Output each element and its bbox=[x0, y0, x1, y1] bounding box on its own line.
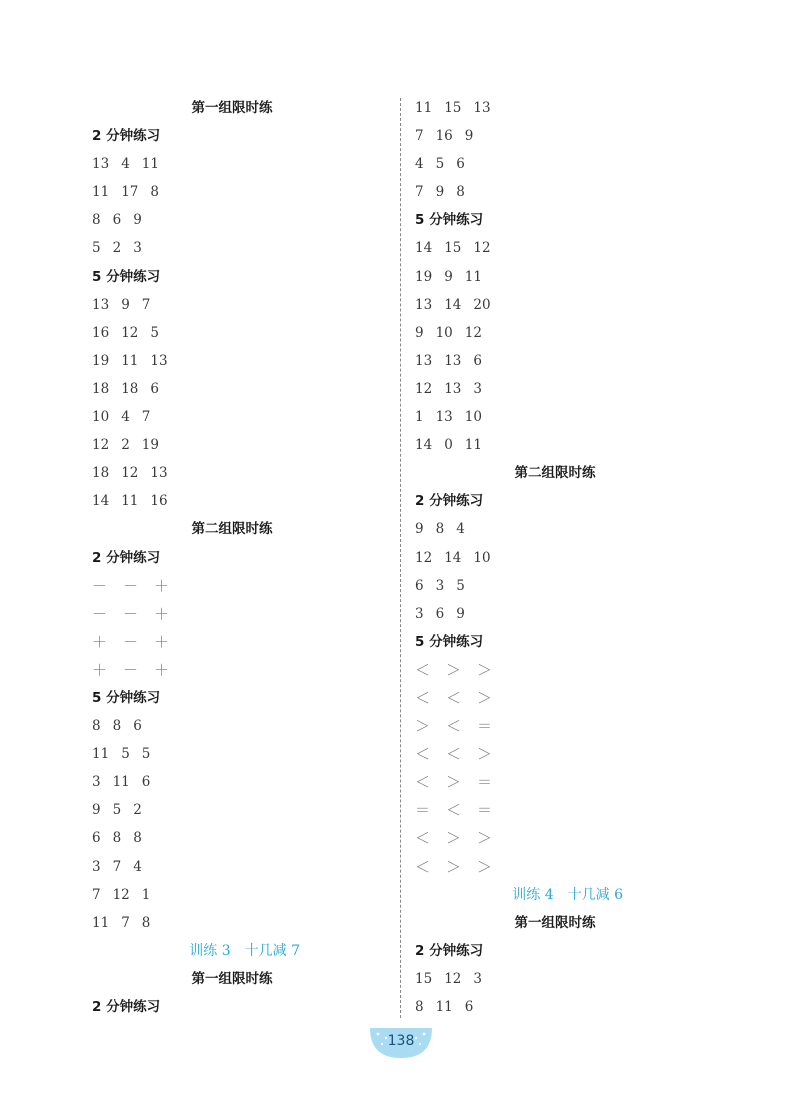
answer-row bbox=[415, 263, 705, 291]
section-title: 十几减 6 bbox=[567, 886, 623, 903]
answer-value: ＜ bbox=[415, 857, 431, 876]
answer-value: ＞ bbox=[446, 857, 462, 876]
answer-value: 5 bbox=[121, 746, 130, 763]
answer-row bbox=[415, 347, 705, 375]
answer-value: 19 bbox=[415, 268, 433, 285]
answer-value: 12 bbox=[121, 465, 139, 482]
answer-value: － bbox=[123, 604, 139, 623]
symbol-answer-row bbox=[415, 796, 705, 824]
answer-value: 12 bbox=[415, 380, 433, 397]
answer-value: ＞ bbox=[415, 717, 431, 736]
answer-row bbox=[92, 909, 382, 937]
answer-value: ＜ bbox=[446, 717, 462, 736]
answer-value: 11 bbox=[121, 493, 139, 510]
answer-value: ＞ bbox=[477, 745, 493, 764]
answer-row bbox=[92, 853, 382, 881]
answer-value: 6 bbox=[150, 380, 159, 397]
answer-value: 11 bbox=[92, 184, 110, 201]
answer-value: 5 bbox=[112, 802, 122, 819]
answer-value: ＝ bbox=[477, 773, 493, 792]
answer-value: 8 bbox=[133, 830, 142, 847]
answer-value: 17 bbox=[121, 184, 139, 201]
answer-value: 3 bbox=[92, 774, 101, 791]
answer-row bbox=[415, 94, 705, 122]
answer-value: 14 bbox=[415, 240, 433, 257]
answer-value: ＜ bbox=[415, 688, 431, 707]
answer-row bbox=[92, 768, 382, 796]
answer-value: ＞ bbox=[477, 660, 493, 679]
answer-value: 5 bbox=[456, 577, 465, 594]
answer-value: 10 bbox=[464, 409, 482, 426]
answer-value: 12 bbox=[415, 549, 433, 566]
answer-row bbox=[92, 712, 382, 740]
answer-value: 11 bbox=[464, 268, 482, 285]
practice-subheading: 5 分钟练习 bbox=[415, 212, 484, 229]
answer-value: 3 bbox=[92, 858, 101, 875]
answer-value: 9 bbox=[456, 605, 465, 622]
answer-row bbox=[92, 881, 382, 909]
answer-value: ＞ bbox=[477, 857, 493, 876]
training-section-title bbox=[92, 937, 382, 965]
answer-value: － bbox=[92, 576, 108, 595]
answer-value: 7 bbox=[415, 184, 424, 201]
answer-row bbox=[92, 740, 382, 768]
answer-row bbox=[415, 319, 705, 347]
answer-row bbox=[415, 403, 705, 431]
answer-value: 18 bbox=[121, 380, 139, 397]
answer-value: 8 bbox=[92, 718, 101, 735]
answer-value: 2 bbox=[121, 437, 130, 454]
symbol-answer-row bbox=[92, 572, 382, 600]
answer-value: 4 bbox=[133, 858, 142, 875]
answer-value: 5 bbox=[435, 156, 445, 173]
answer-value: 9 bbox=[415, 324, 424, 341]
answer-row bbox=[415, 122, 705, 150]
answer-value: 11 bbox=[141, 156, 159, 173]
answer-value: 8 bbox=[456, 184, 465, 201]
answer-value: ＞ bbox=[477, 829, 493, 848]
answer-row bbox=[92, 796, 382, 824]
answer-row bbox=[415, 234, 705, 262]
answer-value: 6 bbox=[415, 577, 424, 594]
practice-subheading: 2 分钟练习 bbox=[92, 549, 161, 566]
answer-value: ＞ bbox=[446, 773, 462, 792]
answer-value: 14 bbox=[92, 493, 110, 510]
answer-value: 13 bbox=[444, 352, 462, 369]
answer-value: ＞ bbox=[446, 829, 462, 848]
answer-value: 12 bbox=[473, 240, 491, 257]
left-answer-column bbox=[92, 94, 382, 1021]
answer-row bbox=[92, 487, 382, 515]
answer-value: 9 bbox=[464, 128, 474, 145]
answer-value: ＝ bbox=[477, 717, 493, 736]
answer-value: 14 bbox=[444, 549, 462, 566]
answer-value: 6 bbox=[141, 774, 151, 791]
answer-row bbox=[415, 178, 705, 206]
answer-value: 16 bbox=[150, 493, 168, 510]
answer-value: ＋ bbox=[154, 660, 170, 679]
answer-value: ＋ bbox=[92, 660, 108, 679]
answer-row bbox=[415, 150, 705, 178]
answer-row bbox=[92, 431, 382, 459]
answer-value: ＋ bbox=[154, 604, 170, 623]
answer-row bbox=[92, 319, 382, 347]
page-number-badge bbox=[368, 1024, 434, 1060]
answer-row bbox=[92, 403, 382, 431]
answer-value: 9 bbox=[415, 521, 424, 538]
answer-value: ＜ bbox=[415, 773, 431, 792]
answer-value: 0 bbox=[444, 437, 453, 454]
answer-value: 5 bbox=[141, 746, 151, 763]
answer-value: 18 bbox=[92, 465, 110, 482]
answer-value: 12 bbox=[121, 324, 139, 341]
answer-value: ＜ bbox=[415, 745, 431, 764]
answer-value: 2 bbox=[112, 240, 122, 257]
symbol-answer-row bbox=[415, 656, 705, 684]
answer-value: 7 bbox=[112, 858, 122, 875]
answer-value: 3 bbox=[133, 240, 142, 257]
answer-value: 7 bbox=[92, 886, 101, 903]
answer-row bbox=[92, 824, 382, 852]
answer-value: 2 bbox=[133, 802, 142, 819]
answer-value: － bbox=[123, 576, 139, 595]
answer-value: 8 bbox=[150, 184, 159, 201]
answer-value: 20 bbox=[473, 296, 491, 313]
answer-value: － bbox=[92, 604, 108, 623]
answer-value: 6 bbox=[92, 830, 101, 847]
answer-value: 9 bbox=[121, 296, 130, 313]
answer-value: 14 bbox=[415, 437, 433, 454]
answer-value: 8 bbox=[92, 212, 101, 229]
answer-value: ＜ bbox=[415, 829, 431, 848]
answer-value: 7 bbox=[141, 409, 151, 426]
answer-value: 13 bbox=[444, 380, 462, 397]
practice-subheading: 5 分钟练习 bbox=[415, 633, 484, 650]
answer-value: 6 bbox=[464, 999, 474, 1015]
answer-value: 8 bbox=[112, 718, 122, 735]
answer-value: 1 bbox=[141, 886, 151, 903]
answer-value: 6 bbox=[133, 718, 142, 735]
answer-row bbox=[415, 515, 705, 543]
answer-value: 3 bbox=[435, 577, 445, 594]
answer-value: 15 bbox=[444, 240, 462, 257]
answer-row bbox=[92, 206, 382, 234]
answer-value: 11 bbox=[112, 774, 130, 791]
answer-value: 6 bbox=[435, 605, 445, 622]
answer-row bbox=[415, 572, 705, 600]
answer-value: 11 bbox=[415, 100, 433, 116]
answer-value: 5 bbox=[150, 324, 159, 341]
answer-value: 9 bbox=[444, 268, 453, 285]
symbol-answer-row bbox=[92, 656, 382, 684]
column-divider bbox=[400, 98, 401, 1018]
answer-value: 19 bbox=[141, 437, 159, 454]
answer-row bbox=[415, 965, 705, 993]
answer-value: ＝ bbox=[477, 801, 493, 820]
answer-value: 10 bbox=[435, 324, 453, 341]
answer-row bbox=[415, 375, 705, 403]
answer-value: 1 bbox=[415, 409, 424, 426]
group-heading: 第一组限时练 bbox=[514, 914, 596, 931]
answer-value: 13 bbox=[92, 296, 110, 313]
practice-subheading: 2 分钟练习 bbox=[92, 999, 161, 1015]
answer-value: 4 bbox=[415, 156, 424, 173]
answer-value: 4 bbox=[456, 521, 465, 538]
symbol-answer-row bbox=[415, 684, 705, 712]
answer-value: 3 bbox=[473, 380, 482, 397]
section-label: 训练 3 bbox=[189, 942, 231, 959]
answer-value: 13 bbox=[473, 100, 491, 116]
answer-value: 12 bbox=[464, 324, 482, 341]
answer-value: 8 bbox=[435, 521, 445, 538]
answer-value: 9 bbox=[92, 802, 101, 819]
group-heading: 第二组限时练 bbox=[514, 465, 596, 482]
symbol-answer-row bbox=[92, 628, 382, 656]
symbol-answer-row bbox=[415, 853, 705, 881]
answer-value: 16 bbox=[435, 128, 453, 145]
answer-value: ＝ bbox=[415, 801, 431, 820]
symbol-answer-row bbox=[415, 768, 705, 796]
answer-value: － bbox=[123, 632, 139, 651]
answer-value: 7 bbox=[141, 296, 151, 313]
answer-value: 13 bbox=[150, 352, 168, 369]
section-label: 训练 4 bbox=[512, 886, 554, 903]
practice-subheading: 5 分钟练习 bbox=[92, 268, 161, 285]
answer-value: 11 bbox=[464, 437, 482, 454]
right-answer-column bbox=[415, 94, 705, 1021]
answer-value: ＋ bbox=[154, 576, 170, 595]
answer-value: 9 bbox=[435, 184, 445, 201]
answer-value: 19 bbox=[92, 352, 110, 369]
answer-value: 7 bbox=[415, 128, 424, 145]
group-heading: 第一组限时练 bbox=[191, 970, 273, 987]
answer-value: 11 bbox=[92, 914, 110, 931]
symbol-answer-row bbox=[415, 712, 705, 740]
answer-value: － bbox=[123, 660, 139, 679]
answer-row bbox=[92, 291, 382, 319]
answer-value: 8 bbox=[112, 830, 122, 847]
answer-row bbox=[92, 150, 382, 178]
section-title: 十几减 7 bbox=[244, 942, 300, 959]
answer-value: 15 bbox=[415, 970, 433, 987]
practice-subheading: 5 分钟练习 bbox=[92, 689, 161, 706]
answer-value: 9 bbox=[133, 212, 142, 229]
answer-value: 14 bbox=[444, 296, 462, 313]
practice-subheading: 2 分钟练习 bbox=[415, 942, 484, 959]
answer-value: 6 bbox=[473, 352, 482, 369]
answer-row bbox=[92, 234, 382, 262]
answer-value: ＜ bbox=[446, 801, 462, 820]
answer-value: ＜ bbox=[446, 688, 462, 707]
answer-value: 8 bbox=[141, 914, 151, 931]
answer-value: ＜ bbox=[446, 745, 462, 764]
answer-value: ＋ bbox=[92, 632, 108, 651]
answer-value: 11 bbox=[435, 999, 453, 1015]
group-heading: 第一组限时练 bbox=[191, 100, 273, 116]
answer-value: 7 bbox=[121, 914, 130, 931]
answer-row bbox=[92, 178, 382, 206]
answer-value: 16 bbox=[92, 324, 110, 341]
answer-row bbox=[92, 375, 382, 403]
group-heading: 第二组限时练 bbox=[191, 521, 273, 538]
answer-value: ＜ bbox=[415, 660, 431, 679]
answer-row bbox=[415, 600, 705, 628]
answer-row bbox=[415, 431, 705, 459]
answer-value: 3 bbox=[415, 605, 424, 622]
practice-subheading: 2 分钟练习 bbox=[415, 493, 484, 510]
answer-value: ＋ bbox=[154, 632, 170, 651]
answer-row bbox=[415, 993, 705, 1021]
answer-value: ＞ bbox=[446, 660, 462, 679]
answer-value: 11 bbox=[121, 352, 139, 369]
symbol-answer-row bbox=[415, 740, 705, 768]
practice-subheading: 2 分钟练习 bbox=[92, 128, 161, 145]
answer-value: 13 bbox=[415, 296, 433, 313]
training-section-title bbox=[415, 881, 705, 909]
answer-value: 6 bbox=[456, 156, 465, 173]
answer-value: 3 bbox=[473, 970, 482, 987]
answer-value: 4 bbox=[121, 156, 130, 173]
answer-value: 10 bbox=[92, 409, 110, 426]
answer-value: 13 bbox=[150, 465, 168, 482]
answer-value: 4 bbox=[121, 409, 130, 426]
answer-value: 13 bbox=[92, 156, 110, 173]
page-number: 138 bbox=[387, 1033, 415, 1049]
answer-value: 5 bbox=[92, 240, 101, 257]
answer-value: 8 bbox=[415, 999, 424, 1015]
answer-row bbox=[415, 291, 705, 319]
answer-value: 11 bbox=[92, 746, 110, 763]
answer-value: 15 bbox=[444, 100, 462, 116]
answer-value: 18 bbox=[92, 380, 110, 397]
answer-value: ＞ bbox=[477, 688, 493, 707]
answer-value: 13 bbox=[435, 409, 453, 426]
answer-value: 13 bbox=[415, 352, 433, 369]
answer-value: 12 bbox=[92, 437, 110, 454]
symbol-answer-row bbox=[92, 600, 382, 628]
symbol-answer-row bbox=[415, 824, 705, 852]
answer-row bbox=[92, 459, 382, 487]
answer-value: 6 bbox=[112, 212, 122, 229]
answer-row bbox=[92, 347, 382, 375]
answer-value: 10 bbox=[473, 549, 491, 566]
answer-row bbox=[415, 544, 705, 572]
answer-value: 12 bbox=[444, 970, 462, 987]
answer-value: 12 bbox=[112, 886, 130, 903]
